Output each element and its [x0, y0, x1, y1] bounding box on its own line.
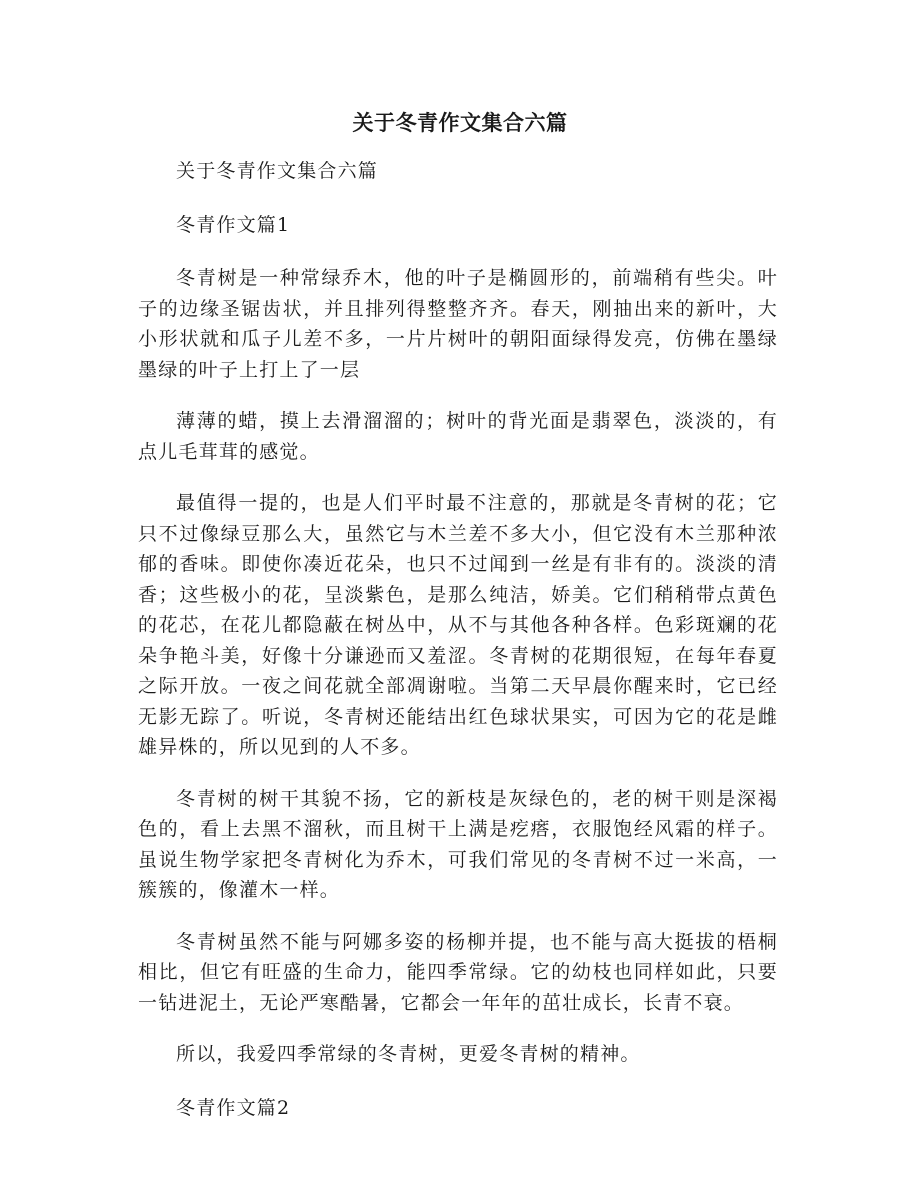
paragraph: 冬青树的树干其貌不扬，它的新枝是灰绿色的，老的树干则是深褐色的，看上去黑不溜秋，而且树干上满是疙瘩，衣服饱经风霜的样子。虽说生物学家把冬青树化为乔木，可我们常见的冬青树不过一米高，一簇簇的，像灌木一样。: [138, 787, 778, 901]
paragraph: 所以，我爱四季常绿的冬青树，更爱冬青树的精神。: [176, 1043, 641, 1065]
paragraph: 最值得一提的，也是人们平时最不注意的，那就是冬青树的花；它只不过像绿豆那么大，虽然它与木兰差不多大小，但它没有木兰那种浓郁的香味。即使你凑近花朵，也只不过闻到一丝是有非有的。淡淡的清香；这些极小的花，呈淡紫色，是那么纯洁，娇美。它们稍稍带点黄色的花芯，在花儿都隐蔽在树丛中，从不与其他各种各样。色彩斑斓的花朵争艳斗美，好像十分谦逊而又羞涩。冬青树的花期很短，在每年春夏之际开放。一夜之间花就全部凋谢啦。当第二天早晨你醒来时，它已经无影无踪了。听说，冬青树还能结出红色球状果实，可因为它的花是雌雄异株的，所以见到的人不多。: [138, 492, 778, 758]
section-heading-essay-2: 冬青作文篇2: [176, 1096, 291, 1119]
paragraph: 薄薄的蜡，摸上去滑溜溜的；树叶的背光面是翡翠色，淡淡的，有点儿毛茸茸的感觉。: [138, 410, 778, 463]
paragraph: 冬青树虽然不能与阿娜多姿的杨柳并提，也不能与高大挺拔的梧桐相比，但它有旺盛的生命力，能四季常绿。它的幼枝也同样如此，只要一钻进泥土，无论严寒酷暑，它都会一年年的茁壮成长，长青不衰。: [138, 930, 778, 1014]
paragraph-subtitle: 关于冬青作文集合六篇: [176, 160, 379, 182]
document-title: 关于冬青作文集合六篇: [352, 110, 568, 135]
section-heading-essay-1: 冬青作文篇1: [176, 213, 291, 236]
paragraph: 冬青树是一种常绿乔木，他的叶子是椭圆形的，前端稍有些尖。叶子的边缘圣锯齿状，并且排列得整整齐齐。春天，刚抽出来的新叶，大小形状就和瓜子儿差不多，一片片树叶的朝阳面绿得发亮，仿佛在墨绿墨绿的叶子上打上了一层: [138, 267, 778, 381]
document-body: [138, 156, 778, 1146]
